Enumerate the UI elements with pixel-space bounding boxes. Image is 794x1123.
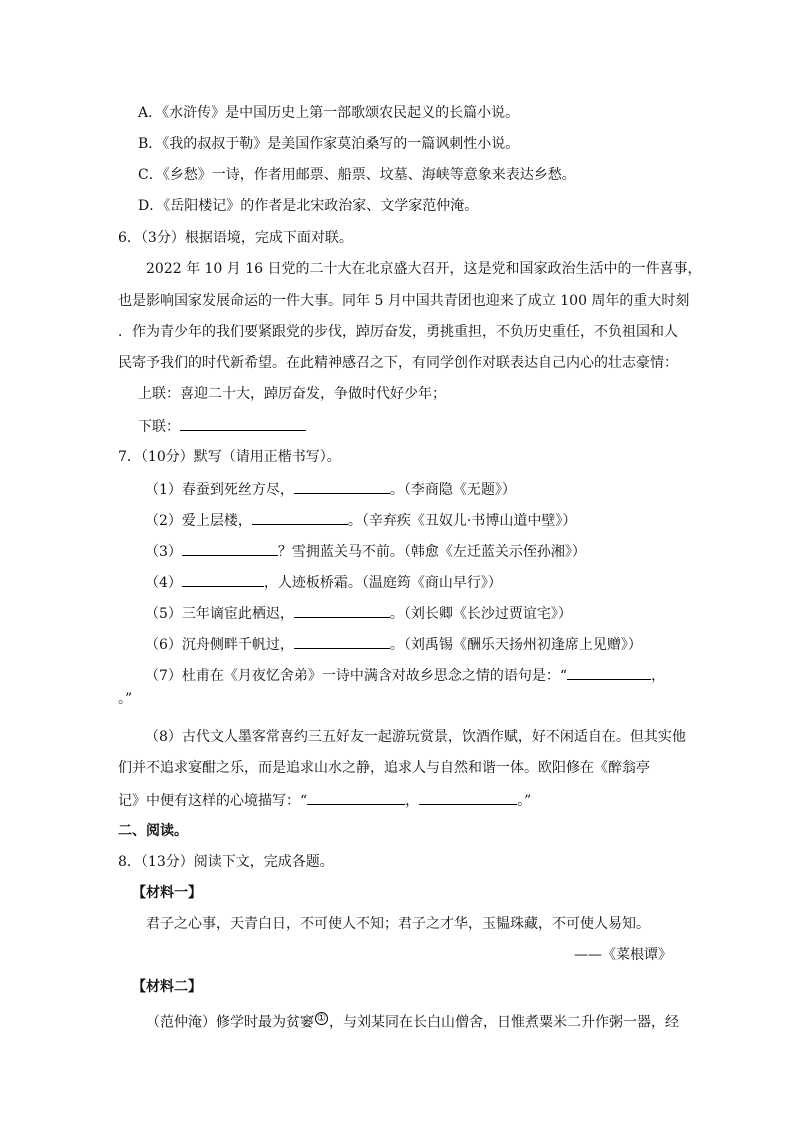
q7-item-3: [145, 541, 586, 561]
option-a: A．《水浒传》是中国历史上第一部歌颂农民起义的长篇小说。: [138, 105, 520, 121]
answer-blank[interactable]: [294, 603, 390, 618]
q7-item-7-end: 。”: [118, 691, 133, 707]
q6-title: 6．（3分）根据语境，完成下面对联。: [118, 230, 353, 246]
section-heading: 二、阅读。: [118, 823, 188, 839]
q6-upper-couplet: 上联：喜迎二十大，踔厉奋发，争做时代好少年；: [138, 386, 446, 402]
q6-paragraph-line: 2022 年 10 月 16 日党的二十大在北京盛大召开，这是党和国家政治生活中的一件喜事，: [146, 261, 702, 277]
answer-blank[interactable]: [294, 634, 390, 649]
item-text: 。（辛弃疾《丑奴儿·书博山道中壁》）: [347, 513, 577, 529]
item-text: （4）: [145, 575, 182, 591]
item-text: （7）杜甫在《月夜忆舍弟》一诗中满含对故乡思念之情的语句是：“: [145, 668, 568, 684]
q6-lower-couplet: [138, 416, 306, 436]
material-2-label: 【材料二】: [132, 979, 202, 995]
item-text: ，: [651, 668, 666, 684]
item-text: （5）三年谪宦此栖迟，: [145, 606, 294, 622]
lower-label: 下联：: [138, 419, 180, 435]
item-text: ，: [405, 793, 420, 809]
answer-blank[interactable]: [419, 790, 517, 805]
answer-blank[interactable]: [307, 790, 405, 805]
q7-item-7: [145, 665, 665, 685]
material-1-source: ——《菜根谭》: [574, 947, 672, 963]
footnote-marker: ①: [315, 1012, 328, 1025]
item-text: 。（刘长卿《长沙过贾谊宅》）: [389, 606, 572, 622]
item-text: （范仲淹）修学时最为贫窭: [146, 1014, 314, 1031]
item-text: 。”: [517, 793, 532, 809]
material-1-label: 【材料一】: [132, 885, 202, 901]
item-text: ？雪拥蓝关马不前。（韩愈《左迁蓝关示侄孙湘》）: [277, 544, 586, 560]
answer-blank[interactable]: [252, 510, 348, 525]
answer-blank[interactable]: [567, 665, 651, 680]
option-c: C．《乡愁》一诗，作者用邮票、船票、坟墓、海峡等意象来表达乡愁。: [138, 167, 576, 183]
q6-paragraph-line: ．作为青少年的我们要紧跟党的步伐，踔厉奋发，勇挑重担，不负历史重任，不负祖国和人: [118, 324, 678, 340]
option-b: B．《我的叔叔于勒》是美国作家莫泊桑写的一篇讽刺性小说。: [138, 136, 520, 152]
q7-item-4: [145, 572, 502, 592]
item-text: 记》中便有这样的心境描写：“: [118, 793, 308, 809]
material-2-text: [146, 1012, 679, 1032]
item-text: ，与刘某同在长白山僧舍，日惟煮粟米二升作粥一器，经: [329, 1014, 679, 1031]
item-text: 。（刘禹锡《酬乐天扬州初逢席上见赠》）: [389, 637, 642, 653]
q7-item-8-line: [118, 790, 531, 810]
q7-item-8-line: 们并不追求宴酣之乐，而是追求山水之静，追求人与自然和谐一体。欧阳修在《醉翁亭: [118, 760, 650, 776]
item-text: （6）沉舟侧畔千帆过，: [145, 637, 294, 653]
item-text: 。（李商隐《无题》）: [389, 482, 516, 498]
q7-item-5: [145, 603, 572, 623]
item-text: （1）春蚕到死丝方尽，: [145, 482, 294, 498]
answer-blank[interactable]: [182, 541, 278, 556]
q7-item-2: [145, 510, 576, 530]
q6-paragraph-line: 也是影响国家发展命运的一件大事。同年 5 月中国共青团也迎来了成立 100 周年的重大时刻: [118, 293, 690, 309]
q7-item-1: [145, 479, 516, 499]
q8-title: 8．（13分）阅读下文，完成各题。: [118, 854, 334, 870]
item-text: （2）爱上层楼，: [145, 513, 252, 529]
answer-blank[interactable]: [294, 479, 390, 494]
q7-item-8-line: （8）古代文人墨客常喜约三五好友一起游玩赏景，饮酒作赋，好不闲适自在。但其实他: [145, 729, 686, 745]
q6-paragraph-line: 民寄予我们的时代新希望。在此精神感召之下，有同学创作对联表达自己内心的壮志豪情：: [118, 355, 678, 371]
item-text: ，人迹板桥霜。（温庭筠《商山早行》）: [263, 575, 502, 591]
answer-blank[interactable]: [180, 416, 306, 431]
q7-title: 7．（10分）默写（请用正楷书写）。: [118, 449, 341, 465]
answer-blank[interactable]: [182, 572, 264, 587]
item-text: （3）: [145, 544, 182, 560]
q7-item-6: [145, 634, 642, 654]
option-d: D．《岳阳楼记》的作者是北宋政治家、文学家范仲淹。: [138, 198, 479, 214]
material-1-text: 君子之心事，天青白日，不可使人不知；君子之才华，玉韫珠藏，不可使人易知。: [146, 916, 650, 932]
